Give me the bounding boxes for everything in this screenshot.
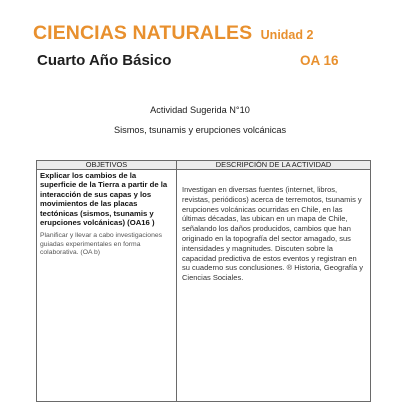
activity-label: Actividad Sugerida N°10	[150, 105, 250, 115]
activity-topic: Sismos, tsunamis y erupciones volcánicas	[113, 125, 287, 135]
objectives-header: OBJETIVOS	[37, 161, 177, 170]
table-row	[37, 170, 371, 402]
description-header: DESCRIPCIÓN DE LA ACTIVIDAD	[177, 161, 371, 170]
table-header-row	[37, 161, 371, 170]
objective-skill: Planificar y llevar a cabo investigaciones guiadas experimentales en forma colaborativa. (OA b)	[40, 232, 163, 257]
activity-table	[36, 160, 371, 402]
grade-label: Cuarto Año Básico	[37, 52, 172, 69]
description-cell	[177, 170, 371, 402]
subject-title: CIENCIAS NATURALES	[33, 22, 253, 44]
activity-description: Investigan en diversas fuentes (internet, libros, revistas, periódicos) acerca de terremotos, tsunamis y erupciones volcánicas ocurridas en Chile, en las últimas décadas, las ubican en un mapa de Chile, señalando los daños producidos, cambios que han originado en la topografía del sector amagado, sus intensidades y magnitudes. Discuten sobre la capacidad predictiva de estos eventos y registran en su cuaderno sus conclusiones. ® Historia, Geografía y Ciencias Sociales.	[182, 185, 364, 283]
header-title-line	[33, 22, 313, 45]
unit-label: Unidad 2	[260, 28, 314, 42]
objectives-cell	[37, 170, 177, 402]
objective-main: Explicar los cambios de la superficie de la Tierra a partir de la interacción de sus capas y los movimientos de las placas tectónicas (sismos, tsunamis y erupciones volcánicas) (OA16 )	[40, 171, 168, 228]
oa-code: OA 16	[300, 53, 339, 68]
